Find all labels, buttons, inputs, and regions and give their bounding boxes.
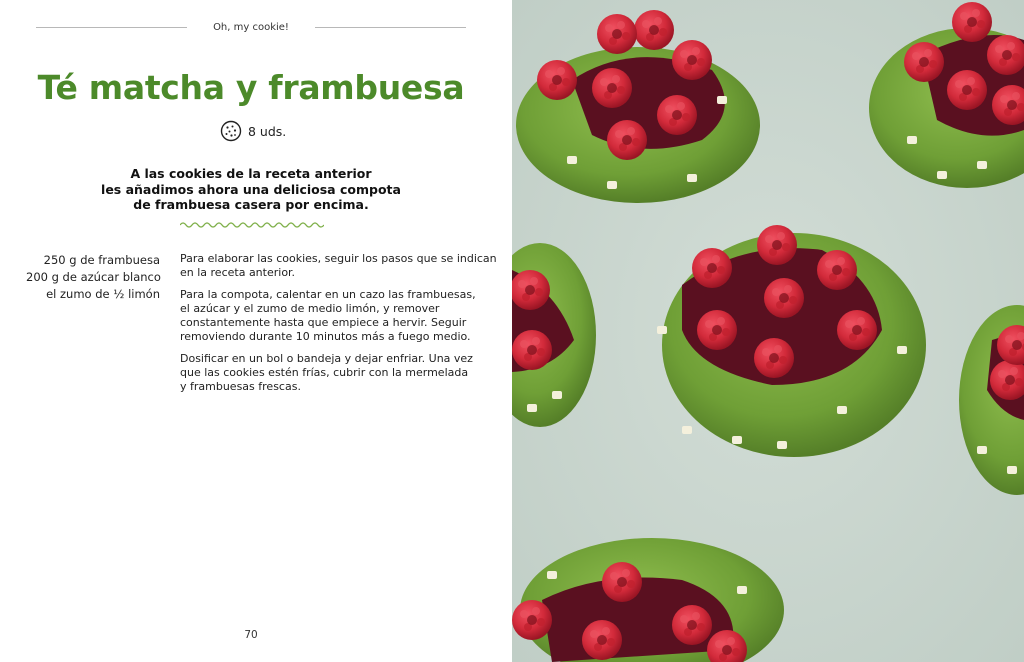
step-paragraph: [180, 252, 497, 280]
ingredient-item: 200 g de azúcar blanco: [26, 270, 161, 284]
step-line: constantemente hasta que empiece a hervir. Seguir: [180, 316, 467, 329]
ingredient-item: el zumo de ½ limón: [46, 287, 160, 301]
step-paragraph: [180, 352, 480, 394]
yield-text: 8 uds.: [248, 123, 287, 139]
running-head: [36, 17, 466, 37]
step-line: Dosificar en un bol o bandeja y dejar enfriar. Una vez: [180, 352, 473, 365]
ingredient-item: 250 g de frambuesa: [43, 253, 160, 267]
step-line: Para elaborar las cookies, seguir los pasos que se indican: [180, 252, 497, 265]
step-line: y frambuesas frescas.: [180, 380, 301, 393]
running-head-rule-left: [36, 27, 187, 28]
running-head-rule-right: [315, 27, 466, 28]
intro-line: de frambuesa casera por encima.: [133, 197, 369, 212]
recipe-steps: [180, 252, 497, 402]
wave-divider: [180, 220, 324, 230]
running-head-title: Oh, my cookie!: [213, 21, 289, 33]
step-line: removiendo durante 10 minutos más a fuego medio.: [180, 330, 471, 343]
intro-line: A las cookies de la receta anterior: [130, 166, 372, 181]
intro-line: les añadimos ahora una deliciosa compota: [101, 181, 401, 197]
step-line: en la receta anterior.: [180, 266, 296, 279]
step-line: Para la compota, calentar en un cazo las frambuesas,: [180, 288, 476, 301]
step-paragraph: [180, 288, 480, 344]
recipe-title: Té matcha y frambuesa: [37, 68, 465, 107]
page-number: 70: [244, 629, 258, 641]
recipe-yield: [220, 120, 286, 142]
step-line: que las cookies estén frías, cubrir con la mermelada: [180, 366, 469, 379]
right-page-photo: [512, 0, 1024, 662]
ingredient-list: [26, 252, 160, 303]
cookie-icon: [220, 120, 242, 142]
recipe-intro: [90, 166, 412, 213]
cookies-photo: [512, 0, 1024, 662]
step-line: el azúcar y el zumo de medio limón, y remover: [180, 302, 440, 315]
